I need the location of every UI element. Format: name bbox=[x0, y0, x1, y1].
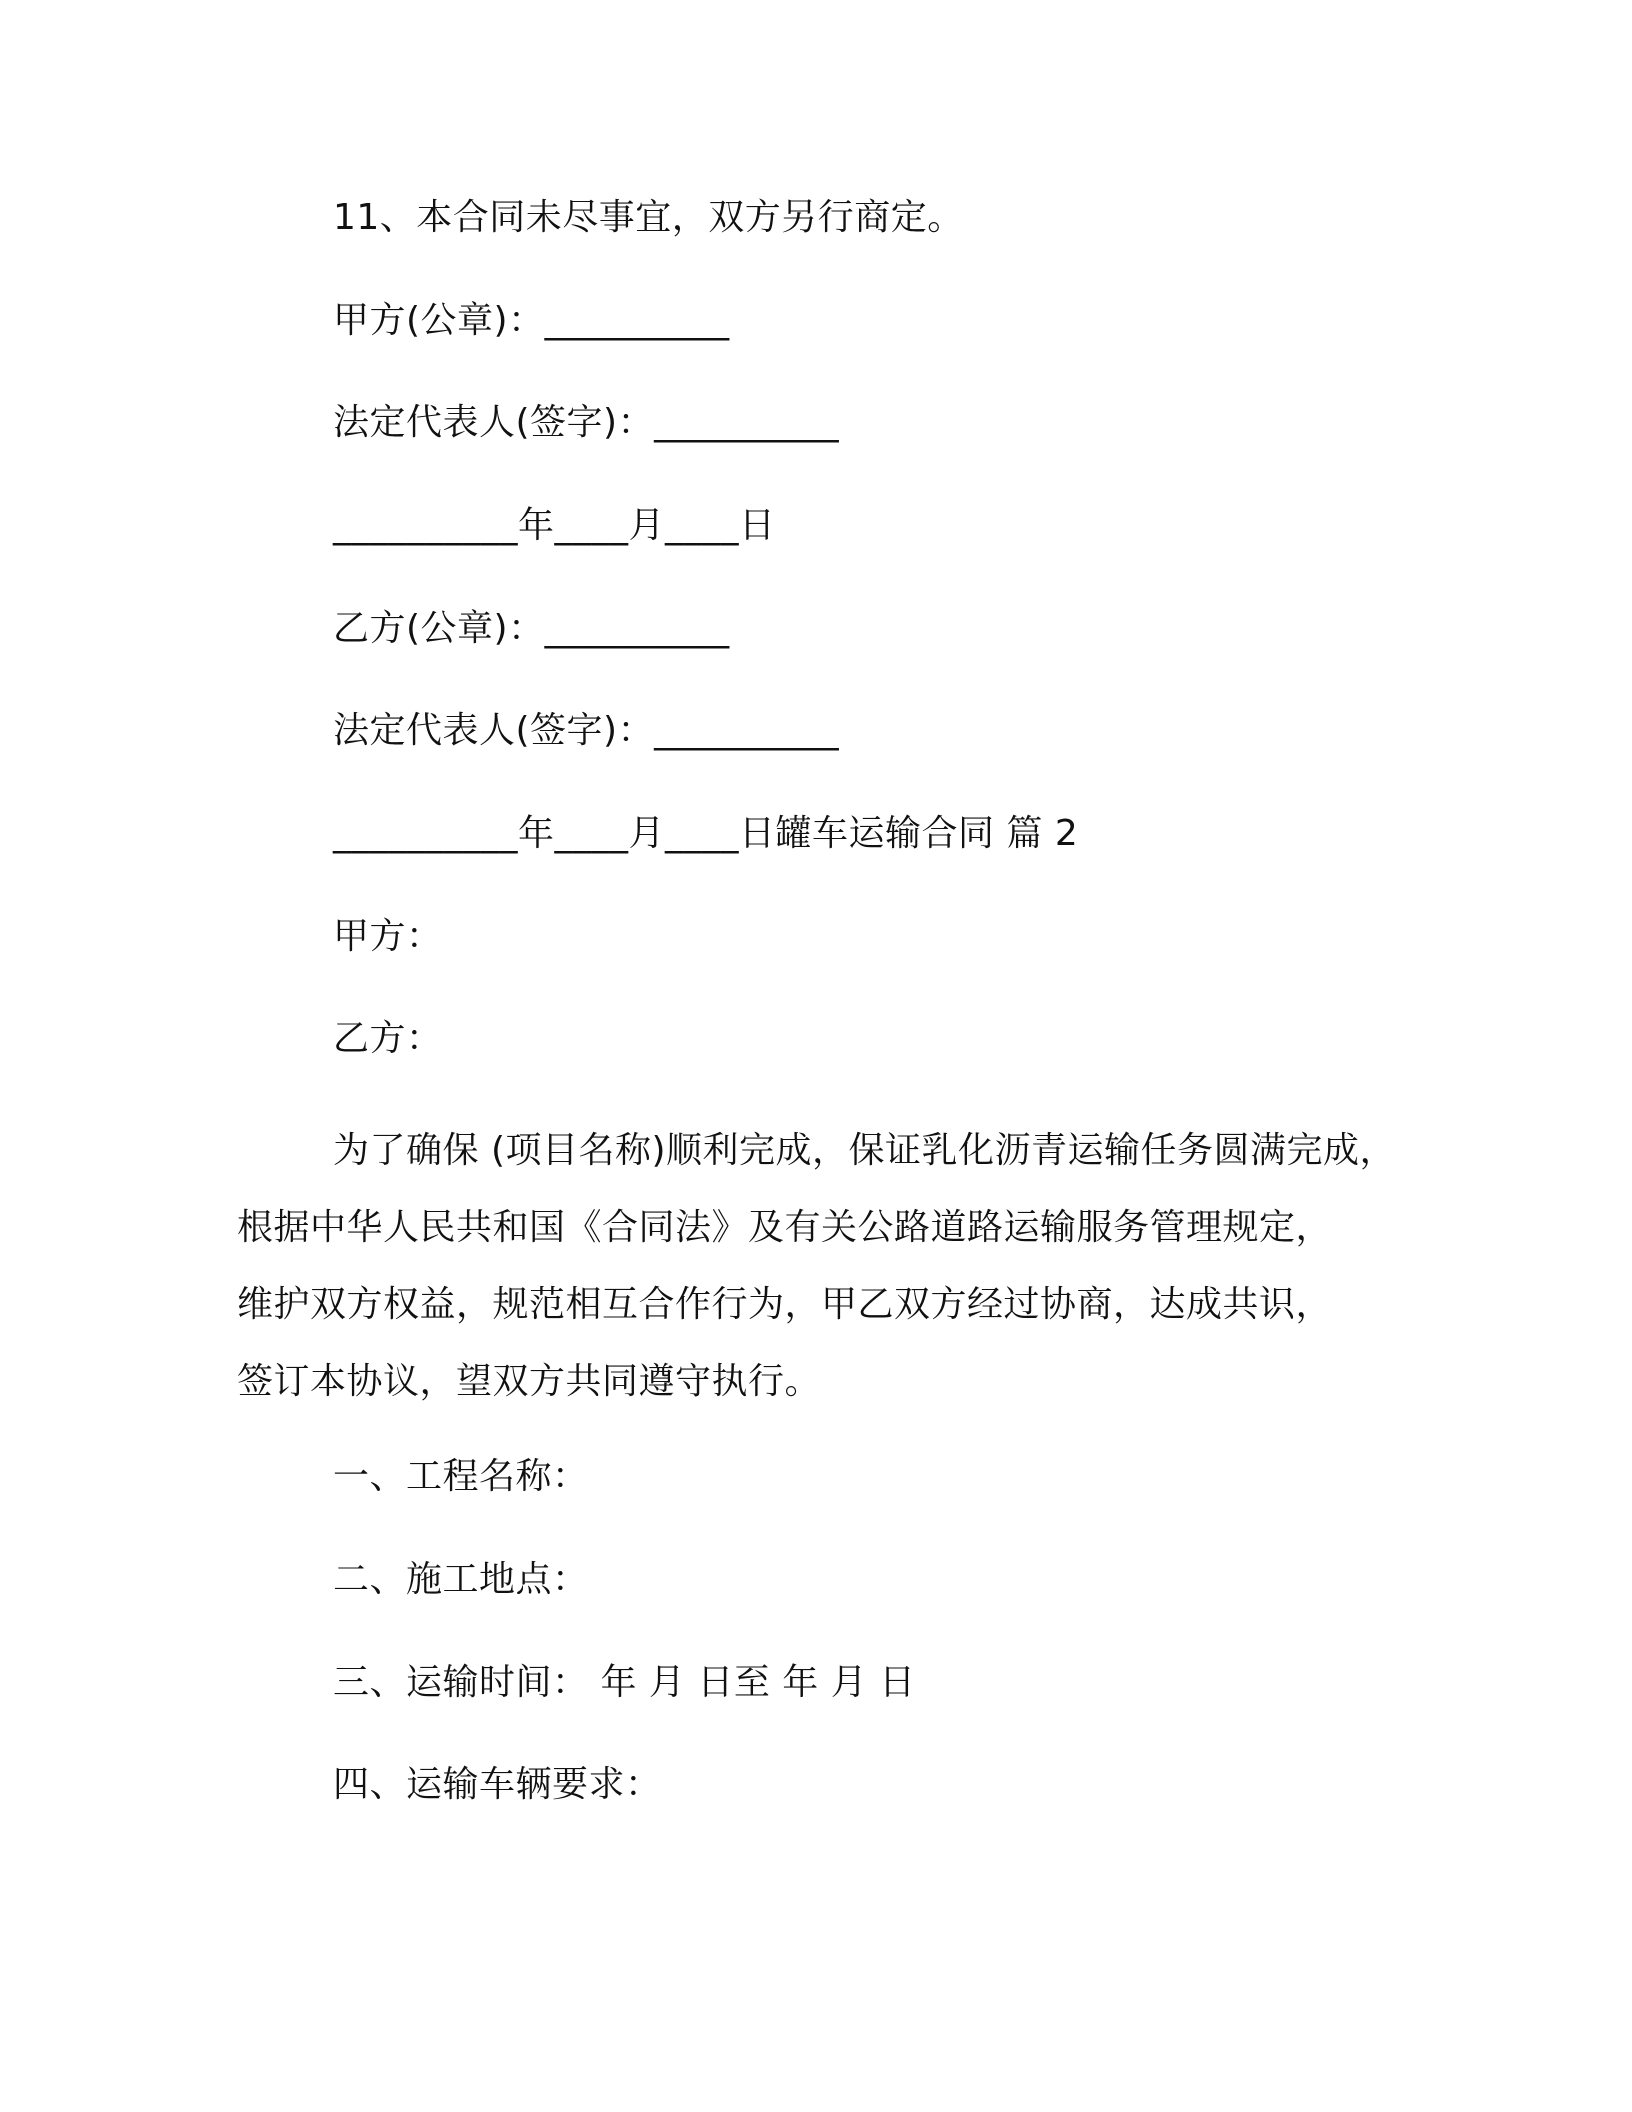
party-a-seal-line: 甲方(公章)：__________ bbox=[333, 300, 730, 341]
preamble-line: 签订本协议，望双方共同遵守执行。 bbox=[237, 1361, 822, 1402]
party-a-label: 甲方： bbox=[333, 916, 443, 957]
party-a-date-line: __________年____月____日 bbox=[333, 505, 776, 546]
section-construction-site: 二、施工地点： bbox=[333, 1559, 589, 1600]
clause-11: 11、本合同未尽事宜，双方另行商定。 bbox=[333, 197, 964, 238]
party-b-representative-line: 法定代表人(签字)：__________ bbox=[333, 710, 840, 751]
date-and-contract-title-line: __________年____月____日罐车运输合同 篇 2 bbox=[333, 813, 1079, 854]
party-b-seal-line: 乙方(公章)：__________ bbox=[333, 608, 730, 649]
preamble-line: 为了确保 (项目名称)顺利完成，保证乳化沥青运输任务圆满完成， bbox=[333, 1130, 1397, 1171]
section-project-name: 一、工程名称： bbox=[333, 1456, 589, 1497]
party-a-representative-line: 法定代表人(签字)：__________ bbox=[333, 402, 840, 443]
preamble-line: 根据中华人民共和国《合同法》及有关公路道路运输服务管理规定， bbox=[237, 1207, 1333, 1248]
section-vehicle-requirements: 四、运输车辆要求： bbox=[333, 1764, 662, 1805]
preamble-paragraph bbox=[237, 1112, 1417, 1420]
party-b-label: 乙方： bbox=[333, 1018, 443, 1059]
preamble-line: 维护双方权益，规范相互合作行为，甲乙双方经过协商，达成共识， bbox=[237, 1284, 1333, 1325]
section-transport-time: 三、运输时间： 年 月 日至 年 月 日 bbox=[333, 1662, 916, 1703]
